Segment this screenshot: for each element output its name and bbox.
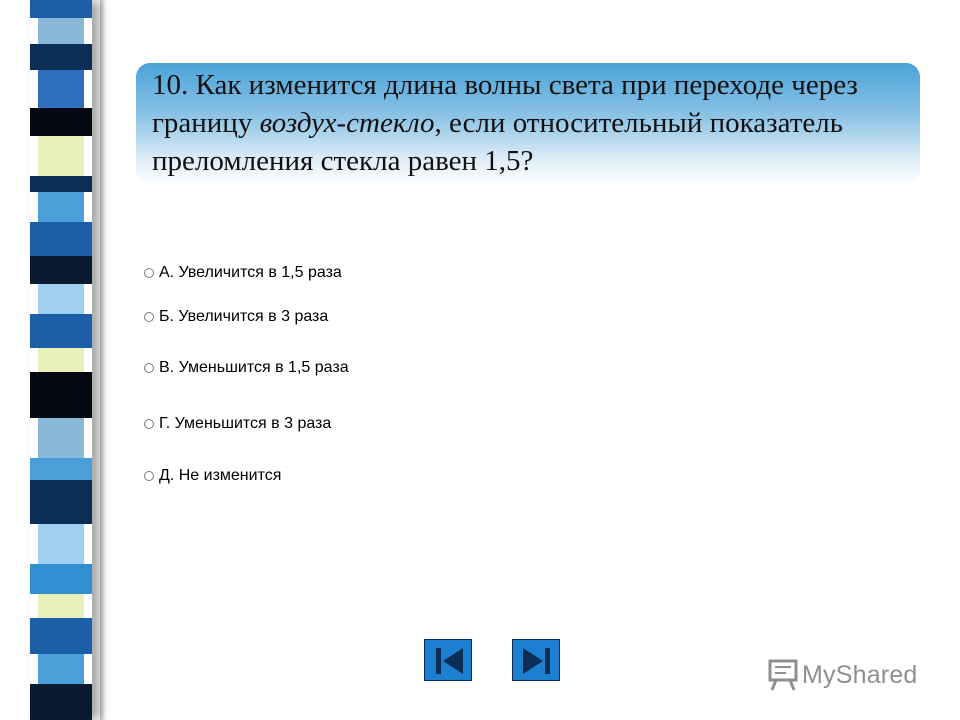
decorative-stripe-bar (30, 0, 92, 720)
option-e[interactable] (144, 467, 281, 485)
skip-previous-icon (425, 640, 473, 682)
question-number: 10. (152, 69, 189, 101)
option-c[interactable] (144, 359, 349, 377)
previous-button[interactable] (424, 639, 472, 681)
option-label: А. Увеличится в 1,5 раза (159, 264, 342, 281)
question-text (152, 66, 912, 180)
question-part1: Как изменится длина волны света при переходе через границу (152, 69, 858, 139)
presentation-board-icon (766, 658, 802, 692)
question-part2: , если относительный показатель преломления стекла равен 1,5? (152, 107, 843, 177)
radio-button[interactable] (144, 471, 154, 481)
option-label: В. Уменьшится в 1,5 раза (159, 359, 349, 376)
option-label: Б. Увеличится в 3 раза (159, 308, 329, 325)
radio-button[interactable] (144, 419, 154, 429)
option-label: Д. Не изменится (159, 467, 282, 484)
radio-button[interactable] (144, 312, 154, 322)
option-b[interactable] (144, 308, 328, 326)
radio-button[interactable] (144, 268, 154, 278)
radio-button[interactable] (144, 363, 154, 373)
stripe-shadow (100, 0, 106, 720)
option-label: Г. Уменьшится в 3 раза (159, 415, 332, 432)
watermark (766, 658, 918, 692)
skip-next-icon (513, 640, 561, 682)
option-a[interactable] (144, 264, 342, 282)
next-button[interactable] (512, 639, 560, 681)
option-d[interactable] (144, 415, 331, 433)
watermark-text: MyShared (802, 660, 918, 689)
question-italic: воздух-стекло (259, 107, 435, 139)
